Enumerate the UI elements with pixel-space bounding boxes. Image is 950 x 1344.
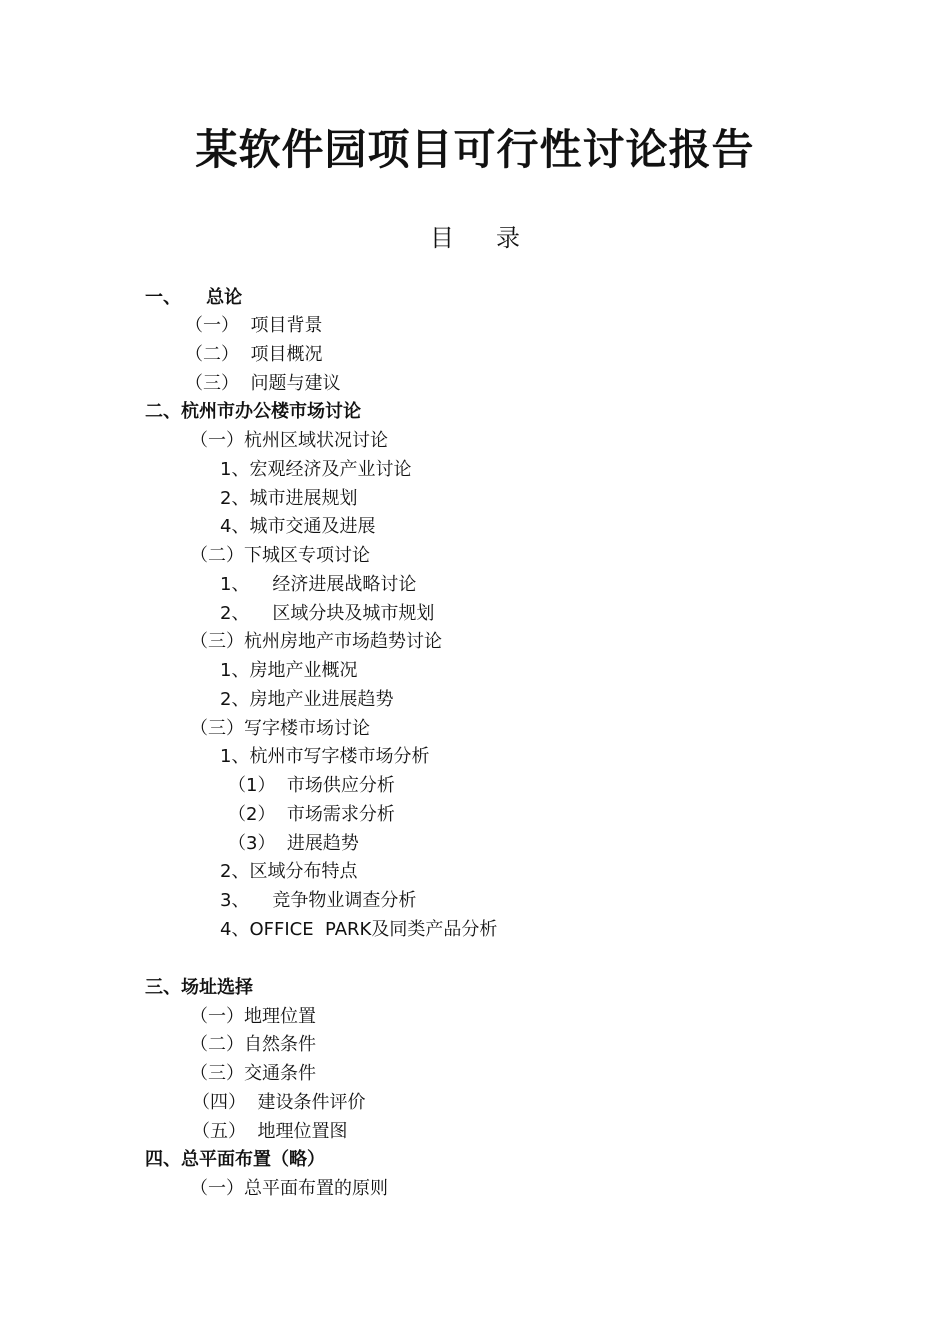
toc-subitem-2-3-1: 1、房地产业概况 [220,660,358,681]
toc-subitem-2-1-1: 1、宏观经济及产业讨论 [220,459,412,480]
toc-subsubitem-2-4-1-1: （1） 市场供应分析 [228,775,395,796]
toc-subitem-2-1-4: 4、城市交通及进展 [220,516,376,537]
toc-item-4-1: （一）总平面布置的原则 [190,1178,388,1199]
toc-subitem-2-4-2: 2、区域分布特点 [220,861,358,882]
toc-subitem-2-4-3: 3、 竞争物业调查分析 [220,890,417,911]
toc-item-2-1: （一）杭州区域状况讨论 [190,430,388,451]
toc-item-3-5: （五） 地理位置图 [192,1121,348,1142]
toc-section-3: 三、场址选择 [145,977,253,998]
toc-section-1: 一、 总论 [145,287,243,308]
toc-item-1-1: （一） 项目背景 [185,315,323,336]
toc-subsubitem-2-4-1-2: （2） 市场需求分析 [228,804,395,825]
toc-subitem-2-1-2: 2、城市进展规划 [220,488,358,509]
toc-item-3-4: （四） 建设条件评价 [192,1092,366,1113]
toc-item-1-3: （三） 问题与建议 [185,373,341,394]
toc-item-2-3: （三）杭州房地产市场趋势讨论 [190,631,442,652]
toc-item-1-2: （二） 项目概况 [185,344,323,365]
toc-section-4: 四、总平面布置（略） [145,1149,325,1170]
toc-item-3-1: （一）地理位置 [190,1006,316,1027]
toc-item-2-4: （三）写字楼市场讨论 [190,718,370,739]
toc-item-3-3: （三）交通条件 [190,1063,316,1084]
toc-subitem-2-2-2: 2、 区域分块及城市规划 [220,603,435,624]
document-title: 某软件园项目可行性讨论报告 [195,125,755,174]
toc-item-3-2: （二）自然条件 [190,1034,316,1055]
toc-item-2-2: （二）下城区专项讨论 [190,545,370,566]
toc-subitem-2-2-1: 1、 经济进展战略讨论 [220,574,417,595]
toc-subitem-2-4-1: 1、杭州市写字楼市场分析 [220,746,430,767]
toc-subsubitem-2-4-1-3: （3） 进展趋势 [228,833,359,854]
toc-heading: 目录 [430,224,562,252]
toc-section-2: 二、杭州市办公楼市场讨论 [145,401,361,422]
toc-subitem-2-3-2: 2、房地产业进展趋势 [220,689,394,710]
toc-subitem-2-4-4: 4、OFFICE PARK及同类产品分析 [220,919,498,940]
